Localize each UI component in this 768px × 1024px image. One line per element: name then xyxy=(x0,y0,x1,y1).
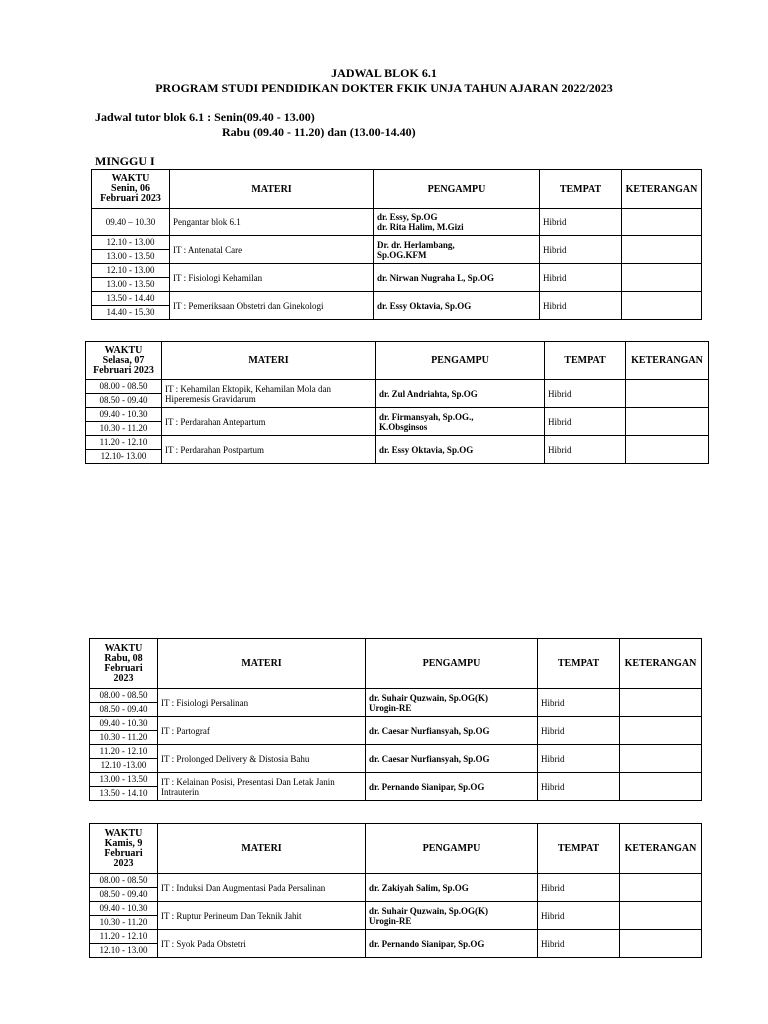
time-slot: 08.00 - 08.50 xyxy=(99,690,148,700)
keterangan-cell xyxy=(620,773,702,801)
text-line: dr. Caesar Nurfiansyah, Sp.OG xyxy=(369,753,490,764)
header-keterangan: KETERANGAN xyxy=(620,639,702,689)
time-slot: 09.40 - 10.30 xyxy=(99,903,148,913)
keterangan-cell xyxy=(622,209,702,236)
time-slot: 08.50 - 09.40 xyxy=(90,887,157,901)
table-row xyxy=(90,745,702,773)
time-cell xyxy=(86,436,162,464)
table-row xyxy=(90,930,702,958)
keterangan-cell xyxy=(622,264,702,292)
text-line: dr. Essy, Sp.OG xyxy=(377,212,438,222)
time-slot: 09.40 - 10.30 xyxy=(99,409,148,419)
schedule-table xyxy=(85,341,709,464)
table-row xyxy=(90,902,702,930)
materi-cell: IT : Antenatal Care xyxy=(170,236,374,264)
text-line: 2023 xyxy=(113,672,134,684)
text-line: Urogin-RE xyxy=(369,915,412,926)
text-line: Sp.OG.KFM xyxy=(377,249,427,260)
time-slot: 10.30 - 11.20 xyxy=(90,915,157,929)
time-cell xyxy=(90,773,158,801)
text-line: dr. Caesar Nurfiansyah, Sp.OG xyxy=(369,725,490,736)
materi-cell: IT : Perdarahan Postpartum xyxy=(162,436,376,464)
time-slot: 13.00 - 13.50 xyxy=(92,249,169,263)
materi-cell: IT : Kelainan Posisi, Presentasi Dan Letak Janin Intrauterin xyxy=(158,773,366,801)
time-cell xyxy=(90,717,158,745)
table-row xyxy=(86,436,709,464)
tempat-cell: Hibrid xyxy=(540,209,622,236)
text-line: Februari xyxy=(104,662,143,674)
materi-cell: IT : Fisiologi Kehamilan xyxy=(170,264,374,292)
text-line: 2023 xyxy=(113,857,134,869)
text-line: Februari 2023 xyxy=(93,364,154,376)
time-cell xyxy=(92,236,170,264)
time-cell xyxy=(86,380,162,408)
header-materi: MATERI xyxy=(158,639,366,689)
time-slot: 10.30 - 11.20 xyxy=(90,730,157,744)
time-slot: 14.40 - 15.30 xyxy=(92,305,169,319)
materi-cell: IT : Induksi Dan Augmentasi Pada Persalinan xyxy=(158,874,366,902)
tempat-cell: Hibrid xyxy=(538,930,620,958)
pengampu-cell xyxy=(366,717,538,745)
text-line: WAKTU xyxy=(104,642,143,654)
header-tempat: TEMPAT xyxy=(538,824,620,874)
time-slot: 08.00 - 08.50 xyxy=(99,381,148,391)
time-slot: 09.40 - 10.30 xyxy=(99,718,148,728)
keterangan-cell xyxy=(620,717,702,745)
text-line: dr. Pernando Sianipar, Sp.OG xyxy=(369,781,485,792)
header-pengampu: PENGAMPU xyxy=(366,639,538,689)
pengampu-cell xyxy=(374,236,540,264)
text-line: dr. Nirwan Nugraha L, Sp.OG xyxy=(377,272,494,283)
text-line: dr. Zul Andriahta, Sp.OG xyxy=(379,388,478,399)
text-line: dr. Pernando Sianipar, Sp.OG xyxy=(369,938,485,949)
table-row xyxy=(92,236,702,264)
header-row xyxy=(90,639,702,689)
keterangan-cell xyxy=(622,236,702,264)
materi-cell: Pengantar blok 6.1 xyxy=(170,209,374,236)
keterangan-cell xyxy=(626,380,709,408)
header-row xyxy=(86,342,709,380)
pengampu-cell xyxy=(374,264,540,292)
header-pengampu: PENGAMPU xyxy=(376,342,545,380)
time-slot: 11.20 - 12.10 xyxy=(99,931,148,941)
pengampu-cell xyxy=(376,436,545,464)
materi-cell: IT : Ruptur Perineum Dan Teknik Jahit xyxy=(158,902,366,930)
materi-cell: IT : Syok Pada Obstetri xyxy=(158,930,366,958)
time-slot: 13.00 - 13.50 xyxy=(99,774,148,784)
pengampu-cell xyxy=(376,408,545,436)
table-row xyxy=(86,408,709,436)
text-line: Februari xyxy=(104,847,143,859)
pengampu-cell xyxy=(366,874,538,902)
keterangan-cell xyxy=(620,874,702,902)
tutor-schedule-line-2: Rabu (09.40 - 11.20) dan (13.00-14.40) xyxy=(222,125,416,139)
time-slot: 08.50 - 09.40 xyxy=(90,702,157,716)
tempat-cell: Hibrid xyxy=(538,874,620,902)
tempat-cell: Hibrid xyxy=(538,773,620,801)
header-materi: MATERI xyxy=(158,824,366,874)
time-slot: 12.10- 13.00 xyxy=(86,449,161,463)
text-line: Dr. dr. Herlambang, xyxy=(377,239,455,250)
table-row xyxy=(92,292,702,320)
text-line: dr. Essy Oktavia, Sp.OG xyxy=(379,444,474,455)
text-line: dr. Firmansyah, Sp.OG., xyxy=(379,411,474,422)
tempat-cell: Hibrid xyxy=(540,292,622,320)
pengampu-cell xyxy=(366,930,538,958)
materi-cell: IT : Kehamilan Ektopik, Kehamilan Mola dan Hiperemesis Gravidarum xyxy=(162,380,376,408)
header-materi: MATERI xyxy=(162,342,376,380)
week-label: MINGGU I xyxy=(95,154,155,168)
time-slot: 13.50 - 14.10 xyxy=(90,786,157,800)
time-cell xyxy=(86,408,162,436)
header-pengampu: PENGAMPU xyxy=(366,824,538,874)
table-row xyxy=(86,380,709,408)
schedule-table xyxy=(89,638,702,801)
text-line: dr. Suhair Quzwain, Sp.OG(K) xyxy=(369,905,489,916)
keterangan-cell xyxy=(620,745,702,773)
pengampu-cell xyxy=(366,689,538,717)
text-line: dr. Suhair Quzwain, Sp.OG(K) xyxy=(369,692,489,703)
tempat-cell: Hibrid xyxy=(538,689,620,717)
tempat-cell: Hibrid xyxy=(538,717,620,745)
time-slot: 12.10 - 13.00 xyxy=(106,265,155,275)
materi-cell: IT : Perdarahan Antepartum xyxy=(162,408,376,436)
time-cell xyxy=(90,902,158,930)
header-waktu xyxy=(90,824,158,874)
header-tempat: TEMPAT xyxy=(538,639,620,689)
time-cell xyxy=(92,264,170,292)
text-line: dr. Zakiyah Salim, Sp.OG xyxy=(369,882,469,893)
pengampu-cell xyxy=(366,773,538,801)
text-line: Rabu, 08 xyxy=(104,652,143,664)
time-cell xyxy=(92,209,170,236)
header-tempat: TEMPAT xyxy=(540,170,622,209)
time-slot: 08.50 - 09.40 xyxy=(86,393,161,407)
tutor-schedule-line-1: Jadwal tutor blok 6.1 : Senin(09.40 - 13.00) xyxy=(95,110,315,124)
schedule-table xyxy=(89,823,702,958)
header-waktu xyxy=(90,639,158,689)
text-line: dr. Essy Oktavia, Sp.OG xyxy=(377,300,472,311)
header-tempat: TEMPAT xyxy=(545,342,626,380)
materi-cell: IT : Partograf xyxy=(158,717,366,745)
tempat-cell: Hibrid xyxy=(545,436,626,464)
table-row xyxy=(90,773,702,801)
header-row xyxy=(90,824,702,874)
tempat-cell: Hibrid xyxy=(545,380,626,408)
header-waktu xyxy=(86,342,162,380)
text-line: WAKTU xyxy=(104,827,143,839)
text-line: Selasa, 07 xyxy=(102,354,145,366)
time-cell xyxy=(90,689,158,717)
header-waktu xyxy=(92,170,170,209)
time-slot: 13.00 - 13.50 xyxy=(92,277,169,291)
keterangan-cell xyxy=(626,408,709,436)
table-row xyxy=(90,874,702,902)
time-slot: 08.00 - 08.50 xyxy=(99,875,148,885)
materi-cell: IT : Pemeriksaan Obstetri dan Ginekologi xyxy=(170,292,374,320)
time-slot: 12.10 - 13.00 xyxy=(90,943,157,957)
time-slot: 13.50 - 14.40 xyxy=(106,293,155,303)
pengampu-cell xyxy=(376,380,545,408)
keterangan-cell xyxy=(622,292,702,320)
document-title: JADWAL BLOK 6.1 xyxy=(331,66,437,80)
time-slot: 11.20 - 12.10 xyxy=(99,746,148,756)
tempat-cell: Hibrid xyxy=(540,264,622,292)
table-row xyxy=(90,689,702,717)
keterangan-cell xyxy=(626,436,709,464)
text-line: Senin, 06 xyxy=(111,183,150,194)
table-row xyxy=(90,717,702,745)
pengampu-cell xyxy=(366,902,538,930)
text-line: WAKTU xyxy=(111,173,150,184)
time-slot: 11.20 - 12.10 xyxy=(99,437,148,447)
time-slot: 09.40 – 10.30 xyxy=(105,217,156,227)
text-line: Kamis, 9 xyxy=(104,837,143,849)
table-row xyxy=(92,264,702,292)
table-row xyxy=(92,209,702,236)
tempat-cell: Hibrid xyxy=(545,408,626,436)
tempat-cell: Hibrid xyxy=(540,236,622,264)
keterangan-cell xyxy=(620,930,702,958)
keterangan-cell xyxy=(620,689,702,717)
text-line: Februari 2023 xyxy=(100,193,161,204)
document-subtitle: PROGRAM STUDI PENDIDIKAN DOKTER FKIK UNJA TAHUN AJARAN 2022/2023 xyxy=(155,81,613,95)
tempat-cell: Hibrid xyxy=(538,902,620,930)
materi-cell: IT : Prolonged Delivery & Distosia Bahu xyxy=(158,745,366,773)
header-keterangan: KETERANGAN xyxy=(622,170,702,209)
time-slot: 12.10 -13.00 xyxy=(90,758,157,772)
pengampu-cell xyxy=(374,209,540,236)
header-keterangan: KETERANGAN xyxy=(626,342,709,380)
text-line: WAKTU xyxy=(104,344,143,356)
header-pengampu: PENGAMPU xyxy=(374,170,540,209)
time-slot: 12.10 - 13.00 xyxy=(106,237,155,247)
materi-cell: IT : Fisiologi Persalinan xyxy=(158,689,366,717)
header-materi: MATERI xyxy=(170,170,374,209)
text-line: K.Obsginsos xyxy=(379,421,428,432)
pengampu-cell xyxy=(374,292,540,320)
time-cell xyxy=(92,292,170,320)
header-row xyxy=(92,170,702,209)
text-line: dr. Rita Halim, M.Gizi xyxy=(377,222,464,232)
time-cell xyxy=(90,745,158,773)
keterangan-cell xyxy=(620,902,702,930)
time-cell xyxy=(90,930,158,958)
time-slot: 10.30 - 11.20 xyxy=(86,421,161,435)
tempat-cell: Hibrid xyxy=(538,745,620,773)
schedule-table xyxy=(91,169,702,320)
time-cell xyxy=(90,874,158,902)
header-keterangan: KETERANGAN xyxy=(620,824,702,874)
pengampu-cell xyxy=(366,745,538,773)
text-line: Urogin-RE xyxy=(369,702,412,713)
